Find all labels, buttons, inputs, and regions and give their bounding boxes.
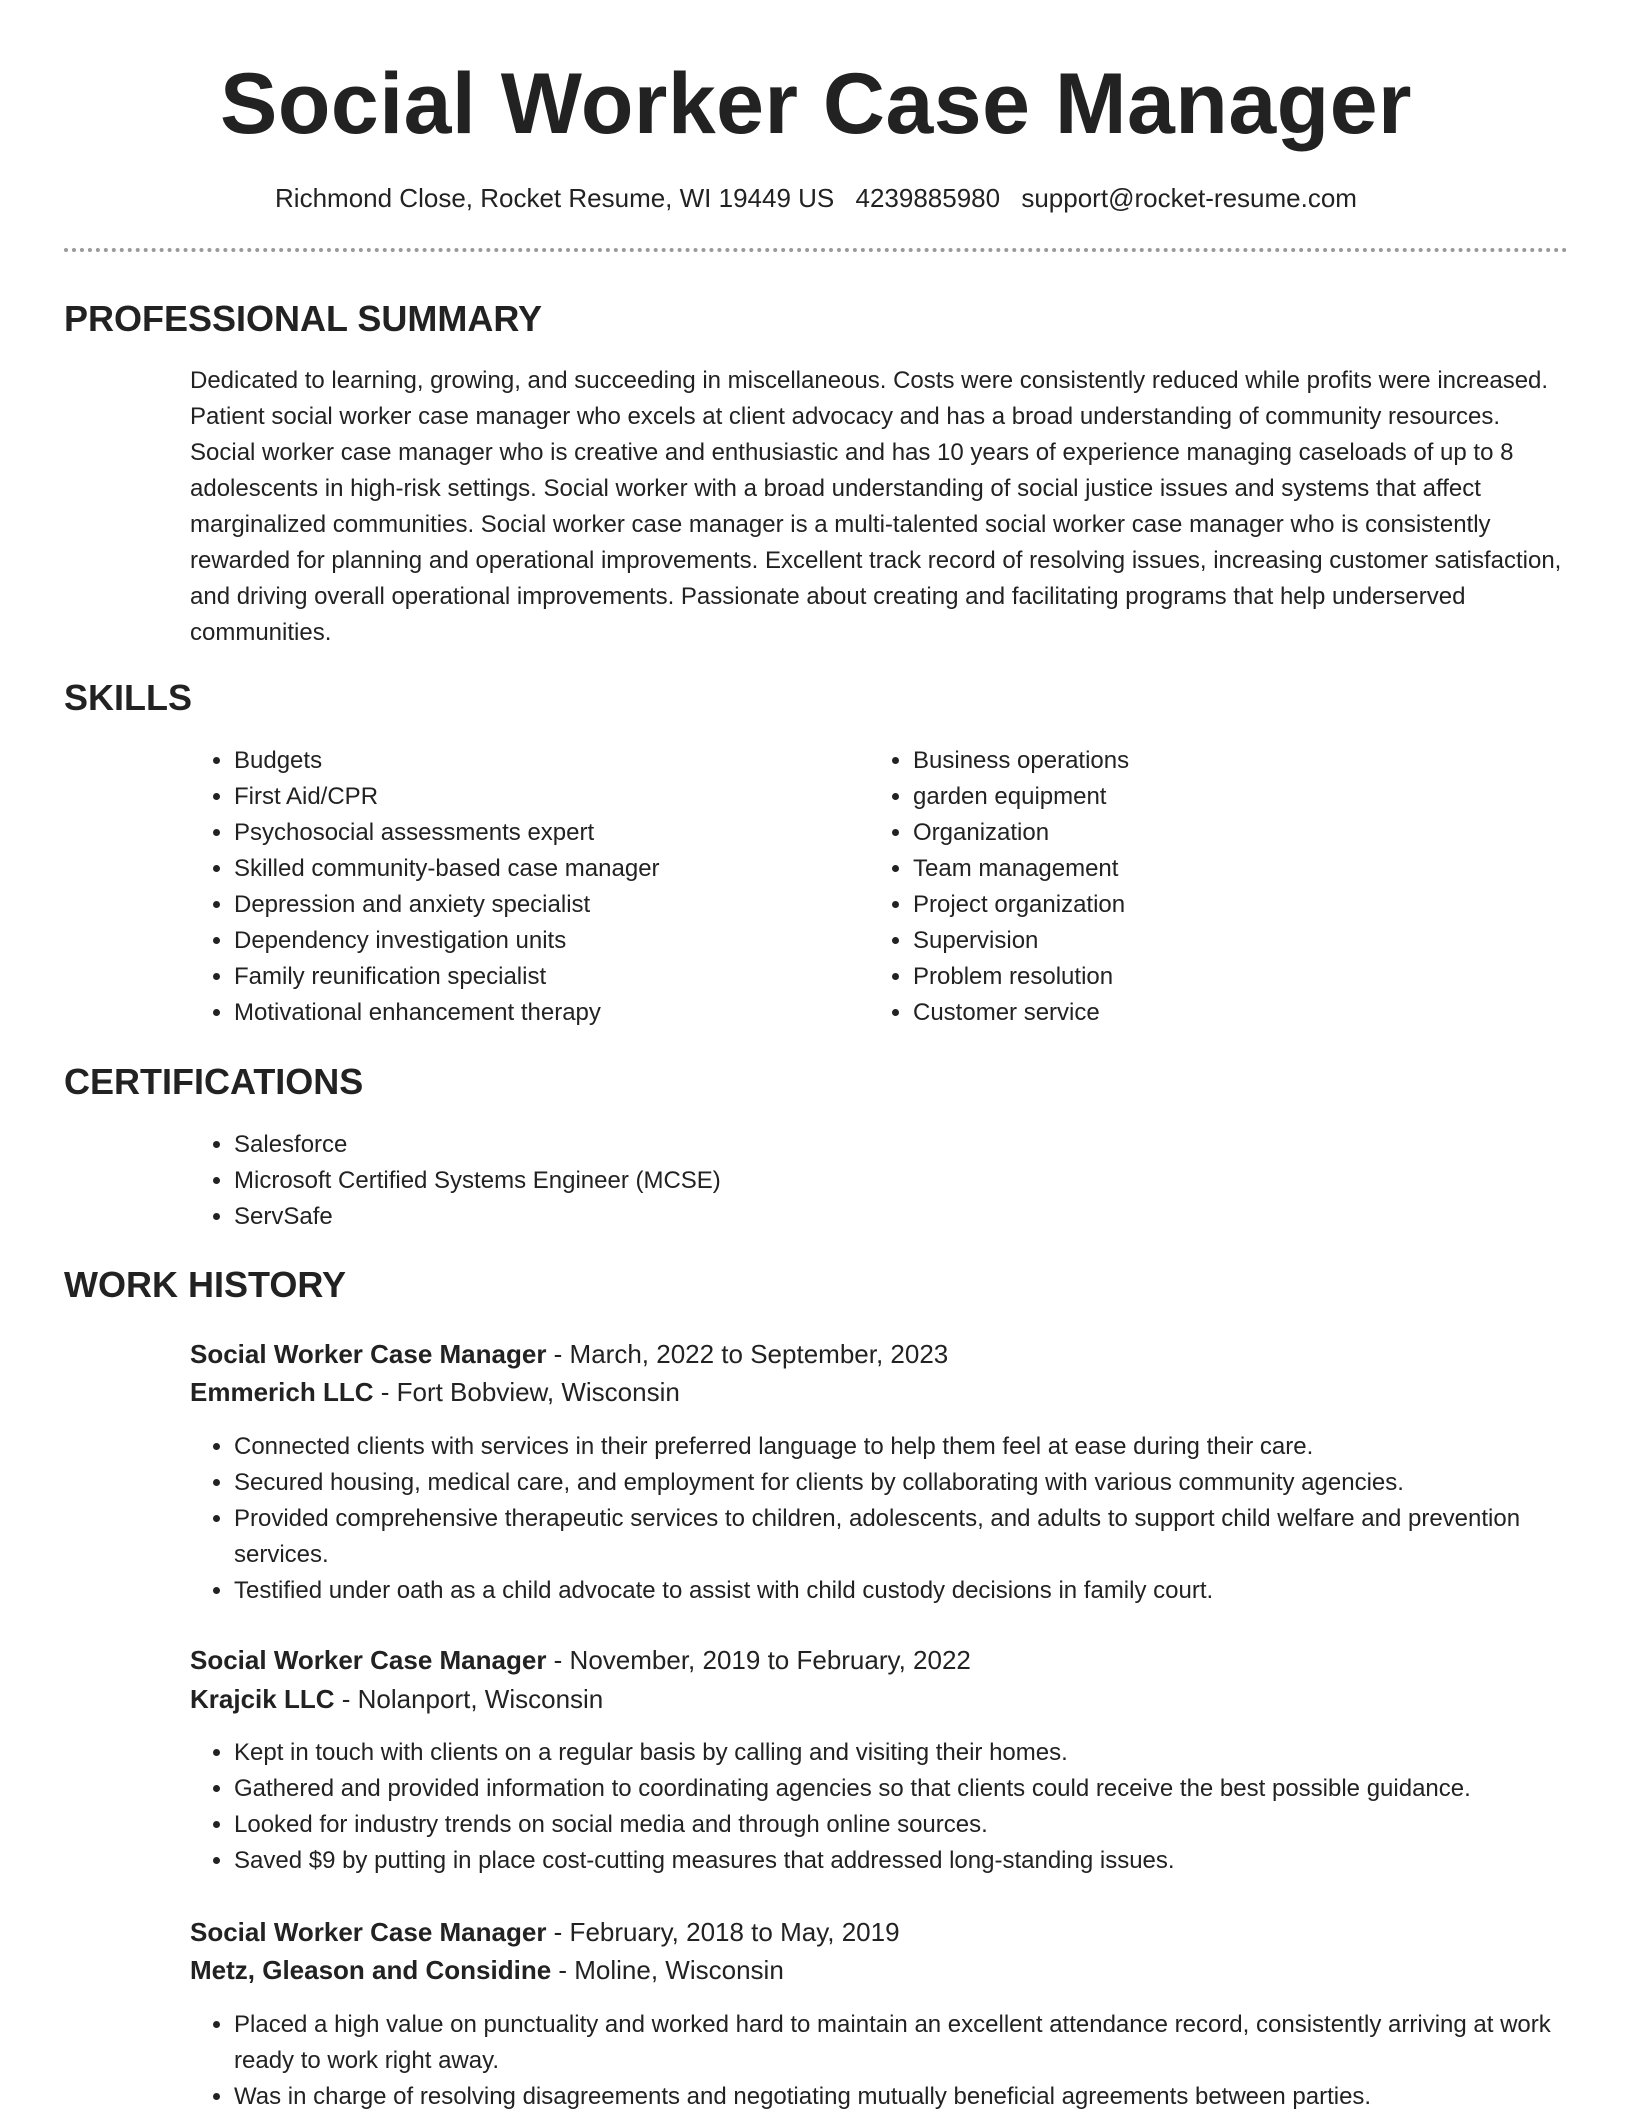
section-heading-skills: SKILLS [64, 677, 193, 718]
list-item: • Dependency investigation units [234, 923, 854, 959]
job-company-line [190, 1681, 1570, 1717]
job-company: Krajcik LLC [190, 1684, 335, 1714]
job-dates: - February, 2018 to May, 2019 [546, 1917, 900, 1947]
contact-email: support@rocket-resume.com [1021, 183, 1357, 213]
job-bullets [190, 1429, 1614, 1609]
section-heading-work-history: WORK HISTORY [64, 1264, 347, 1305]
list-item: • Was in charge of resolving disagreements and negotiating mutually beneficial agreements between parties. [234, 2079, 1614, 2115]
list-item: • Skilled community-based case manager [234, 851, 854, 887]
job-company: Metz, Gleason and Considine [190, 1955, 552, 1985]
list-item: • Microsoft Certified Systems Engineer (MCSE) [234, 1163, 1614, 1199]
list-item: • Provided comprehensive therapeutic services to children, adolescents, and adults to support child welfare and prevention services. [234, 1501, 1614, 1573]
job-company: Emmerich LLC [190, 1377, 374, 1407]
summary-text: Dedicated to learning, growing, and succeeding in miscellaneous. Costs were consistently reduced while profits were increased. Patient social worker case manager who excels at client advocacy and has a broad understanding of community resources. Social worker case manager who is creative and enthusiastic and has 10 years of experience managing caseloads of up to 8 adolescents in high-risk settings. Social worker with a broad understanding of social justice issues and systems that affect marginalized communities. Social worker case manager is a multi-talented social worker case manager who is consistently rewarded for planning and operational improvements. Excellent track record of resolving issues, increasing customer satisfaction, and driving overall operational improvements. Passionate about creating and facilitating programs that help underserved communities. [190, 367, 1562, 646]
list-item: • Family reunification specialist [234, 959, 854, 995]
list-item: • Budgets [234, 743, 854, 779]
contact-phone: 4239885980 [855, 183, 1001, 213]
job-title: Social Worker Case Manager [190, 1645, 547, 1675]
list-item: • Psychosocial assessments expert [234, 815, 854, 851]
list-item: • First Aid/CPR [234, 779, 854, 815]
job-title-line [190, 1336, 1570, 1372]
job-title: Social Worker Case Manager [190, 1917, 547, 1947]
list-item: • Secured housing, medical care, and employment for clients by collaborating with various community agencies. [234, 1465, 1614, 1501]
list-item: • Supervision [913, 923, 1533, 959]
list-item: • Project organization [913, 887, 1533, 923]
skills-list-right [869, 743, 1533, 1031]
list-item: • Connected clients with services in their preferred language to help them feel at ease during their care. [234, 1429, 1614, 1465]
job-bullets [190, 1735, 1614, 1879]
list-item: • Salesforce [234, 1127, 1614, 1163]
job-location: - Moline, Wisconsin [551, 1955, 784, 1985]
contact-address: Richmond Close, Rocket Resume, WI 19449 US [275, 183, 835, 213]
list-item: • Gathered and provided information to coordinating agencies so that clients could receive the best possible guidance. [234, 1771, 1614, 1807]
skills-list-left [190, 743, 854, 1031]
job-dates: - November, 2019 to February, 2022 [546, 1645, 971, 1675]
job-title: Social Worker Case Manager [190, 1339, 547, 1369]
header-divider [64, 248, 1568, 252]
job-title-line [190, 1642, 1570, 1678]
list-item: • garden equipment [913, 779, 1533, 815]
job-dates: - March, 2022 to September, 2023 [546, 1339, 949, 1369]
list-item: • Placed a high value on punctuality and worked hard to maintain an excellent attendance record, consistently arriving at work ready to work right away. [234, 2007, 1614, 2079]
section-heading-certifications: CERTIFICATIONS [64, 1061, 364, 1102]
job-location: - Fort Bobview, Wisconsin [373, 1377, 680, 1407]
list-item: • Kept in touch with clients on a regular basis by calling and visiting their homes. [234, 1735, 1614, 1771]
list-item: • Team management [913, 851, 1533, 887]
job-location: - Nolanport, Wisconsin [334, 1684, 604, 1714]
job-bullets [190, 2007, 1614, 2115]
section-heading-summary: PROFESSIONAL SUMMARY [64, 298, 543, 339]
list-item: • Problem resolution [913, 959, 1533, 995]
list-item: • Looked for industry trends on social media and through online sources. [234, 1807, 1614, 1843]
candidate-name: Social Worker Case Manager [219, 56, 1412, 152]
list-item: • Business operations [913, 743, 1533, 779]
certifications-list [190, 1127, 1614, 1235]
list-item: • Customer service [913, 995, 1533, 1031]
list-item: • Organization [913, 815, 1533, 851]
job-company-line [190, 1374, 1570, 1410]
list-item: • Testified under oath as a child advocate to assist with child custody decisions in family court. [234, 1573, 1614, 1609]
list-item: • Depression and anxiety specialist [234, 887, 854, 923]
contact-line [0, 180, 1632, 216]
list-item: • Motivational enhancement therapy [234, 995, 854, 1031]
list-item: • Saved $9 by putting in place cost-cutting measures that addressed long-standing issues. [234, 1843, 1614, 1879]
job-company-line [190, 1952, 1570, 1988]
list-item: • ServSafe [234, 1199, 1614, 1235]
job-title-line [190, 1914, 1570, 1950]
